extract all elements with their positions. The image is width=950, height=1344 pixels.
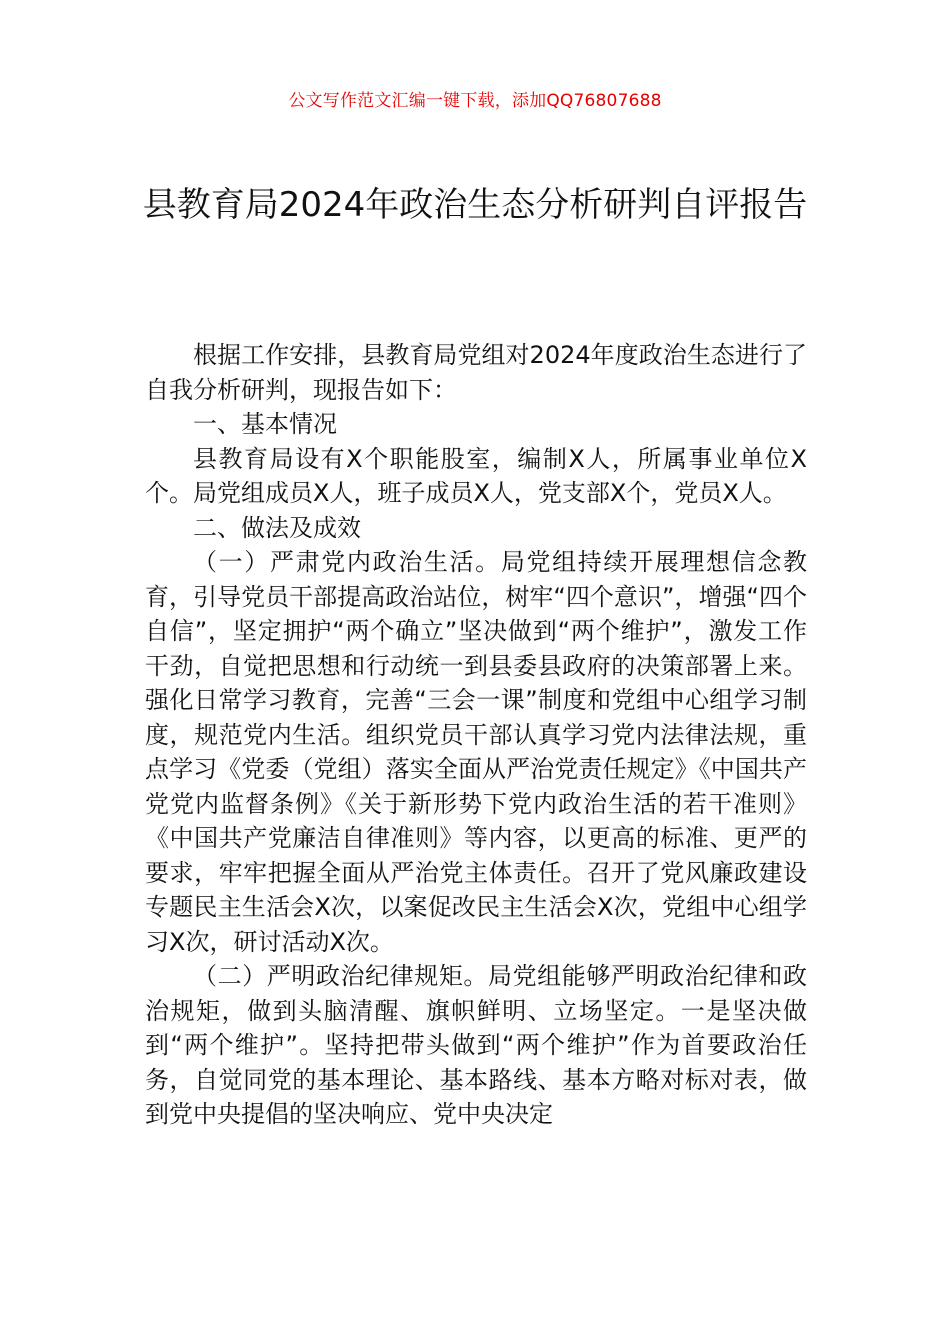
watermark-text: 公文写作范文汇编一键下载，添加QQ76807688 <box>288 91 662 111</box>
paragraph-political-discipline: （二）严明政治纪律规矩。局党组能够严明政治纪律和政治规矩，做到头脑清醒、旗帜鲜明、立场坚定。一是坚决做到“两个维护”。坚持把带头做到“两个维护”作为首要政治任务，自觉同党的基本理论、基本路线、基本方略对标对表，做到党中央提倡的坚决响应、党中央决定 <box>145 962 807 1128</box>
paragraph-political-life: （一）严肃党内政治生活。局党组持续开展理想信念教育，引导党员干部提高政治站位，树牢“四个意识”，增强“四个自信”，坚定拥护“两个确立”坚决做到“两个维护”，激发工作干劲，自觉把思想和行动统一到县委县政府的决策部署上来。强化日常学习教育，完善“三会一课”制度和党组中心组学习制度，规范党内生活。组织党员干部认真学习党内法律法规，重点学习《党委（党组）落实全面从严治党责任规定》《中国共产党党内监督条例》《关于新形势下党内政治生活的若干准则》《中国共产党廉洁自律准则》等内容，以更高的标准、更严的要求，牢牢把握全面从严治党主体责任。召开了党风廉政建设专题民主生活会X次，以案促改民主生活会X次，党组中心组学习X次，研讨活动X次。 <box>145 548 807 956</box>
document-title: 县教育局2024年政治生态分析研判自评报告 <box>142 185 808 225</box>
paragraph-basic-situation: 县教育局设有X个职能股室，编制X人，所属事业单位X个。局党组成员X人，班子成员X人，党支部X个，党员X人。 <box>145 444 807 507</box>
heading-basic-situation: 一、基本情况 <box>193 410 337 438</box>
paragraph-intro: 根据工作安排，县教育局党组对2024年度政治生态进行了自我分析研判，现报告如下： <box>145 341 807 404</box>
document-body <box>145 338 807 1132</box>
heading-practices-results: 二、做法及成效 <box>193 513 361 542</box>
